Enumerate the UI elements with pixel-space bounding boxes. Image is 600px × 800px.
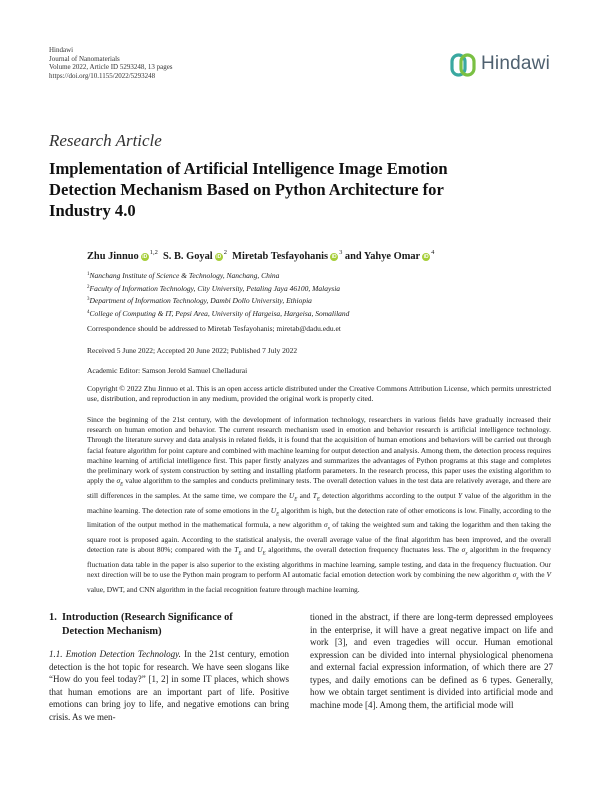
math-subscript: E <box>238 551 242 557</box>
affiliation-number: 4 <box>87 309 90 315</box>
doi-link[interactable]: https://doi.org/10.1155/2022/5293248 <box>49 71 156 80</box>
math-subscript: x <box>516 576 519 582</box>
math-symbol: T <box>312 490 317 500</box>
author-name: Miretab Tesfayohanis <box>232 251 329 262</box>
abstract-segment: value algorithm to the samples and conducts preliminary tests. The overall detection values in the test data are relatively average, and there are still differences in the samples. At the same time, we compare the <box>87 476 551 500</box>
section-title: Introduction (Research Significance of <box>62 612 233 623</box>
abstract-segment: value of the algorithm in the machine learning. The detection rate of some emotions in the <box>87 490 551 515</box>
author-name: Yahye Omar <box>363 251 421 262</box>
hindawi-logo-icon <box>450 52 478 78</box>
section-heading <box>49 611 289 639</box>
section-heading-line <box>49 611 289 625</box>
math-symbol: σ <box>512 569 517 579</box>
math-subscript: E <box>262 551 266 557</box>
math-symbol: U <box>270 505 277 515</box>
affiliation-item <box>87 269 349 282</box>
affiliation-text: Department of Information Technology, Dambi Dollo University, Ethiopia <box>89 296 312 305</box>
journal-name: Journal of Nanomaterials <box>49 54 120 63</box>
abstract-segment: algorithm in the frequency fluctuation data table in the paper is also superior to the existing algorithms in machine learning, sample testing, and data in the frequency fluctuation. Our next direction will be to use the Python main program to perform AI automatic facial emotion detection work by combining the new algorithm <box>87 545 552 579</box>
abstract-text <box>87 415 551 595</box>
math-subscript: E <box>294 497 298 503</box>
copyright-notice: Copyright © 2022 Zhu Jinnuo et al. This is an open access article distributed under the Creative Commons Attribution License, which permits unrestricted use, distribution, and reproduction in any medium, provided the original work is properly cited. <box>87 384 551 404</box>
article-title: Implementation of Artificial Intelligence Image Emotion Detection Mechanism Based on Python Architecture for Industry 4.0 <box>49 159 448 220</box>
abstract-segment: algorithms, the overall detection frequency fluctuates less. The <box>265 545 462 555</box>
body-text: In the 21st century, emotion detection is the hot topic for research. We have seen slogans like “How do you feel today?” [1, 2] in some IT places, which shows that human emotions are an important part of life. Positive emotions can bring joy to life, and negative emotions can bring crisis. As we men- <box>49 649 289 722</box>
journal-header <box>49 46 173 80</box>
logo-text: Hindawi <box>481 53 550 74</box>
math-subscript: E <box>316 497 320 503</box>
math-symbol: σ <box>324 520 328 530</box>
abstract-segment: Since the beginning of the 21st century, with the development of information technology, researchers in various fields have gradually increased their research on human emotion and behavior. The current research mechanism used in emotion and behavior research is artificial intelligence technology. Through the literature survey and data analysis in related fields, it is found that the acquisition of human emotions and behaviors will be carried out through facial feature algorithm for point capture and combined with machine learning for output detection and analysis. Among them, the detection process requires machine learning of artificial intelligence first. This paper firstly analyzes and summarizes the advantages of Python programs at this stage and completes the preliminary work of system construction by setting and installing platform parameters. In the research process, this paper uses the existing algorithm to apply the <box>87 415 551 486</box>
orcid-icon[interactable]: iD <box>142 254 148 260</box>
author-separator: and <box>342 251 364 262</box>
author-affiliation-number: 3 <box>339 249 343 256</box>
abstract-segment: of taking the weighted sum and taking the logarithm and then taking the square root is proposed again. According to the statistical analysis, the overall average value of the final algorithm has been improved, and the overall detection rate is about 80%; compared with the <box>87 520 552 555</box>
affiliation-text: Faculty of Information Technology, City University, Petaling Jaya 46100, Malaysia <box>89 283 341 293</box>
affiliation-number: 2 <box>87 284 90 290</box>
author-affiliation-number: 4 <box>431 249 435 256</box>
abstract-segment: and <box>241 545 258 555</box>
affiliation-text: Nanchang Institute of Science & Technology, Nanchang, China <box>89 271 280 280</box>
abstract-segment: detection algorithms according to the output <box>319 490 458 500</box>
volume-info: Volume 2022, Article ID 5293248, 13 pages <box>49 63 173 72</box>
math-symbol: Y <box>457 490 463 500</box>
author-name: Zhu Jinnuo <box>87 251 139 262</box>
affiliation-item <box>87 294 349 307</box>
affiliation-item <box>87 307 349 320</box>
publisher-name: Hindawi <box>49 46 74 54</box>
affiliation-list <box>87 269 349 319</box>
math-subscript: x <box>327 526 330 532</box>
subsection-heading: 1.1. Emotion Detection Technology. <box>49 649 181 659</box>
hindawi-logo <box>450 52 565 78</box>
affiliation-number: 3 <box>87 297 90 302</box>
math-symbol: V <box>546 569 551 579</box>
publication-dates: Received 5 June 2022; Accepted 20 June 2022; Published 7 July 2022 <box>87 346 298 355</box>
body-column-right: tioned in the abstract, if there are long-term depressed employees in the enterprise, it will have a great negative impact on life and work [3], and even tragedies will occur. Human emotional expression can be divided into internal physiological phenomena and external facial expression information, of which there are 27 types, and daily emotions can be defined as 6 types. Generally, how we obtain target sentiment is divided into artificial mode and machine mode [4]. Among them, the artificial mode will <box>310 612 553 710</box>
math-symbol: U <box>257 545 263 555</box>
correspondence-note: Correspondence should be addressed to Miretab Tesfayohanis; miretab@dadu.edu.et <box>87 324 341 333</box>
math-symbol: σ <box>461 545 466 555</box>
math-symbol: U <box>288 490 295 500</box>
math-symbol: σ <box>116 476 121 486</box>
abstract-segment: algorithm is high, but the detection rate of other emoticons is low. Finally, according to the limitation of the output method in the mathematical formula, a new algorithm <box>87 505 551 530</box>
section-heading-line: Detection Mechanism) <box>62 626 162 637</box>
math-subscript: E <box>120 482 124 488</box>
math-symbol: T <box>234 545 239 555</box>
math-subscript: x <box>465 551 468 557</box>
author-affiliation-number: 1,2 <box>149 249 158 256</box>
academic-editor: Academic Editor: Samson Jerold Samuel Chelladurai <box>87 366 248 375</box>
affiliation-text: College of Computing & IT, Pepsi Area, University of Hargeisa, Hargeisa, Somaliland <box>89 308 350 318</box>
body-column-left <box>49 648 289 723</box>
author-name: S. B. Goyal <box>163 251 213 262</box>
author-affiliation-number: 2 <box>223 249 227 256</box>
abstract-segment: and <box>297 490 313 500</box>
article-type: Research Article <box>49 131 162 150</box>
abstract-segment: value, DWT, and CNN algorithm in the facial recognition feature through machine learning. <box>87 584 360 594</box>
section-number: 1. <box>49 612 57 623</box>
math-subscript: E <box>276 512 280 518</box>
orcid-icon[interactable]: iD <box>331 254 337 260</box>
orcid-icon[interactable]: iD <box>423 254 429 260</box>
affiliation-item <box>87 282 349 295</box>
abstract-segment: with the <box>518 569 547 579</box>
affiliation-number: 1 <box>87 272 90 277</box>
author-list <box>87 249 434 262</box>
orcid-icon[interactable]: iD <box>216 254 222 260</box>
